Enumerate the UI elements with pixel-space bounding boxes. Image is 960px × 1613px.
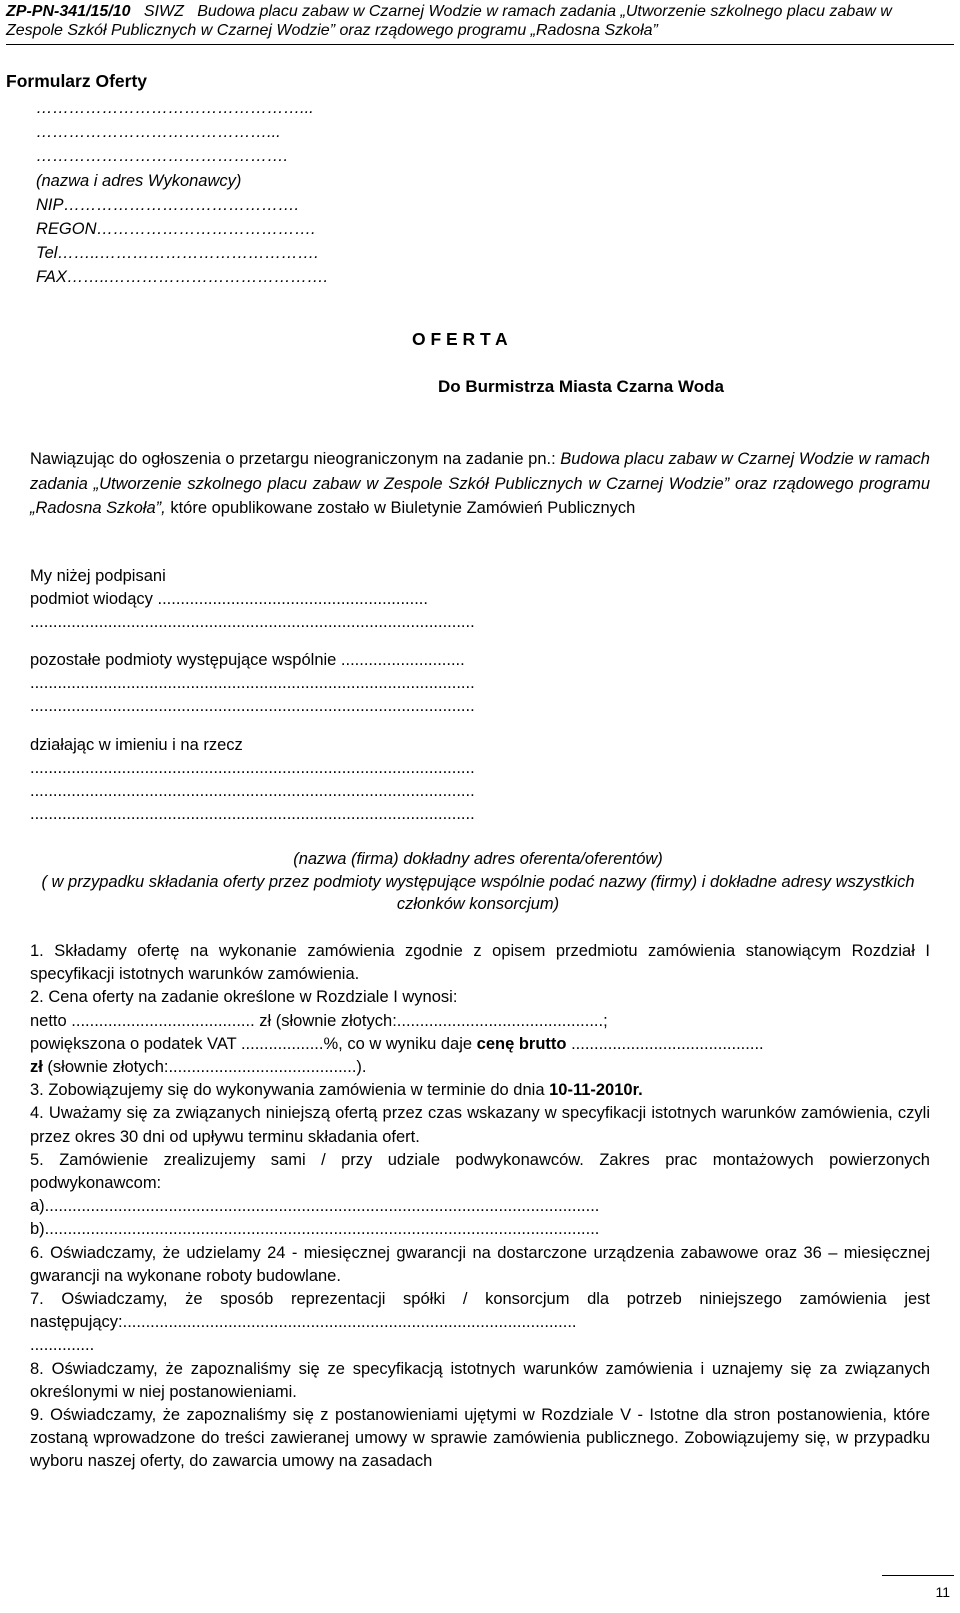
gross-price-label: cenę brutto [476,1034,567,1053]
item-5: 5. Zamówienie zrealizujemy sami / przy udziale podwykonawców. Zakres prac montażowych powierzonych podwykonawcom: [30,1150,930,1193]
net-price-line: netto ........................................ zł (słownie złotych:.............................................; [30,1011,608,1030]
item-7-dots: .............. [30,1336,95,1355]
nip-line: NIP……………………………………. [36,195,300,214]
dots-line-1: …………………………………………... [36,99,314,117]
vat-line: powiększona o podatek VAT ..................%, co w wyniku daje cenę brutto .......................................... [30,1034,764,1053]
acting-dots-2: ................................................................................................. [30,782,475,800]
contractor-caption: (nazwa i adres Wykonawcy) [36,171,242,190]
intro-text: Nawiązując do ogłoszenia o przetargu nieograniczonym na zadanie pn.: [30,450,561,468]
item-2: 2. Cena oferty na zadanie określone w Rozdziale I wynosi: [30,988,458,1007]
item-9: 9. Oświadczamy, że zapoznaliśmy się z postanowieniami ujętymi w Rozdziale V - Istotne dla stron postanowienia, które zostaną wprowadzone do treści zawieranej umowy w sprawie zamówienia publicznego. Zobowiązujemy się, w przypadku wyboru naszej oferty, do zawarcia umowy na zasadach [30,1406,930,1471]
item-4: 4. Uważamy się za związanych niniejszą ofertą przez czas wskazany w specyfikacji istotnych warunków zamówienia, czyli przez okres 30 dni od upływu terminu składania ofert. [30,1104,930,1146]
other-entities-line: pozostałe podmioty występujące wspólnie ........................... [30,651,465,669]
item-3: 3. Zobowiązujemy się do wykonywania zamówienia w terminie do dnia 10-11-2010r. [30,1081,643,1100]
footer-divider [882,1575,954,1576]
dots-line-3: ………………………………………. [36,147,289,166]
header-line1: Budowa placu zabaw w Czarnej Wodzie w ramach zadania „Utworzenie szkolnego placu zabaw w [197,3,892,20]
gross-words-line: zł (słownie złotych:.........................................). [30,1058,367,1077]
signatories-block [30,565,930,826]
addressee: Do Burmistrza Miasta Czarna Woda [438,377,724,396]
acting-on-behalf: działając w imieniu i na rzecz [30,736,243,754]
header-siwz: SIWZ [143,3,184,20]
other-entities-dots-2: ................................................................................................. [30,697,475,715]
tel-line: Tel……..…………………………………. [36,244,319,263]
item-5-a: a)......................................................................................................................... [30,1197,600,1216]
page-number: 11 [935,1584,950,1600]
acting-dots-3: ................................................................................................. [30,805,475,823]
dots-line-2: ……………………………………... [36,123,281,142]
item-7: 7. Oświadczamy, że sposób reprezentacji spółki / konsorcjum dla potrzeb niniejszego zamówienia jest następujący:................................................................................................... [30,1290,930,1332]
offeror-captions [8,848,948,916]
offer-items [30,940,930,1474]
item-8: 8. Oświadczamy, że zapoznaliśmy się ze specyfikacją istotnych warunków zamówienia i uznajemy się za związanych określonymi w niej postanowieniami. [30,1359,930,1401]
regon-line: REGON…………………………………. [36,220,316,239]
lead-entity-dots: ................................................................................................. [30,613,475,631]
oferta-heading: O F E R T A [412,329,508,349]
fax-line: FAX……..…………………………………. [36,268,329,287]
deadline-date: 10-11-2010r. [549,1081,643,1100]
offeror-caption-2: ( w przypadku składania oferty przez podmioty występujące wspólnie podać nazwy (firmy) i dokładne adresy wszystkich członków konsorcjum) [41,872,915,913]
intro-task-name: Budowa placu zabaw w Czarnej Wodzie w ramach zadania „Utworzenie szkolnego placu zabaw w Zespole Szkół Publicznych w Czarnej Wodzie” oraz rządowego programu „Radosna Szkoła”, [30,450,930,517]
header-code: ZP-PN-341/15/10 [6,3,131,20]
form-title: Formularz Oferty [6,71,147,91]
item-6: 6. Oświadczamy, że udzielamy 24 - miesięcznej gwarancji na dostarczone urządzenia zabawowe oraz 36 – miesięcznej gwarancji na wykonane roboty budowlane. [30,1243,930,1285]
acting-dots-1: ................................................................................................. [30,759,475,777]
lead-entity-line: podmiot wiodący ........................................................... [30,590,428,608]
intro-text-end: które opublikowane zostało w Biuletynie Zamówień Publicznych [165,499,636,517]
intro-paragraph [30,447,930,521]
item-1: 1. Składamy ofertę na wykonanie zamówienia zgodnie z opisem przedmiotu zamówienia stanowiącym Rozdział I specyfikacji istotnych warunków zamówienia. [30,942,930,984]
other-entities-dots-1: ................................................................................................. [30,674,475,692]
signatories-intro: My niżej podpisani [30,567,166,585]
offeror-caption-1: (nazwa (firma) dokładny adres oferenta/oferentów) [293,850,663,868]
header-line2: Zespole Szkół Publicznych w Czarnej Wodzie” oraz rządowego programu „Radosna Szkoła” [6,22,658,39]
page-header [6,2,954,40]
header-divider [6,44,954,45]
item-5-b: b)......................................................................................................................... [30,1220,600,1239]
contractor-block [6,96,946,290]
